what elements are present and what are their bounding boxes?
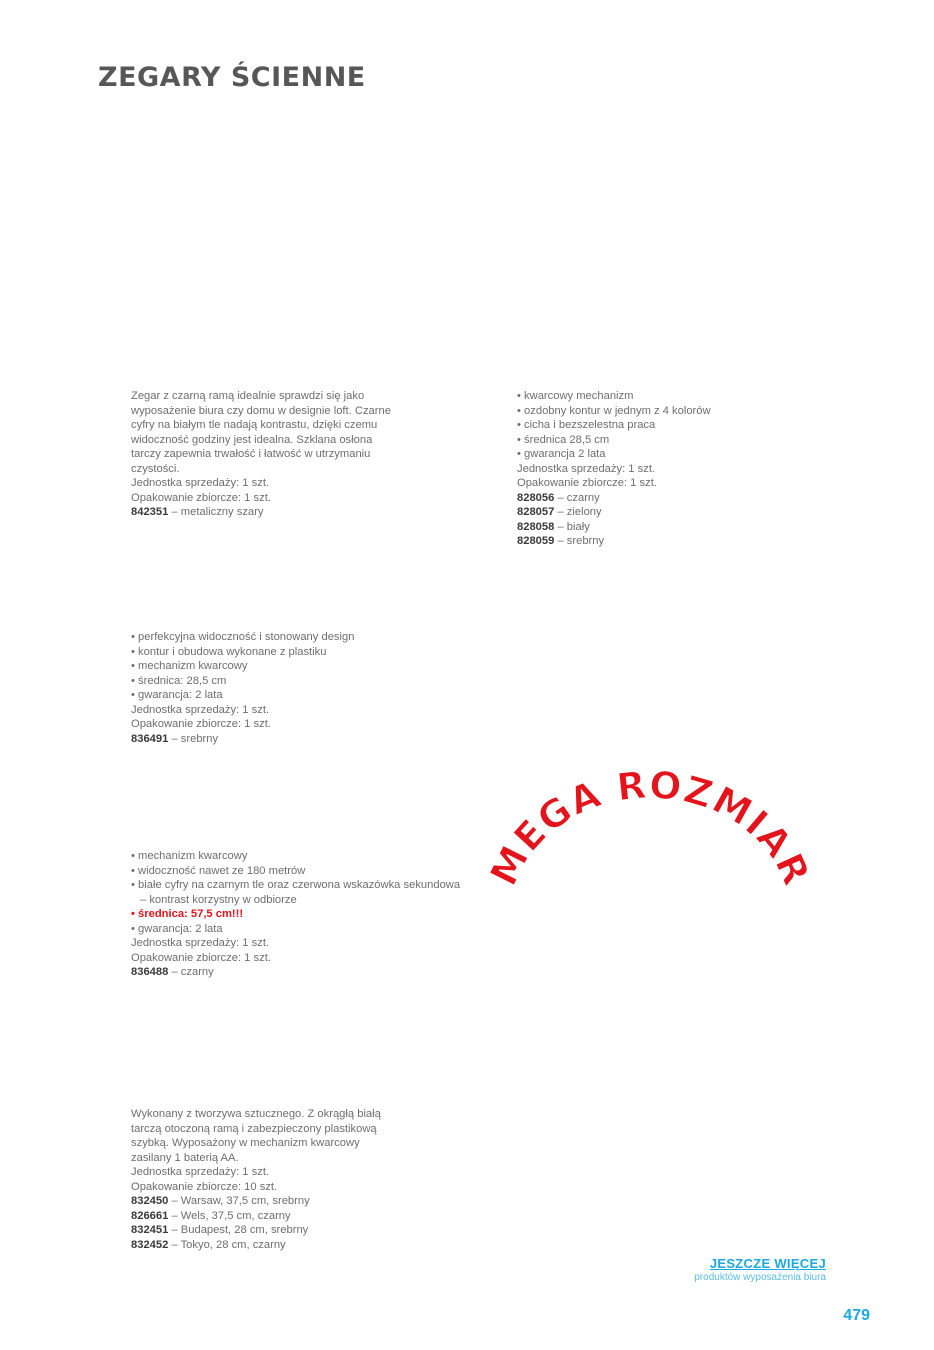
feature-bullet: • średnica 28,5 cm xyxy=(517,433,610,446)
page-number: 479 xyxy=(843,1307,870,1324)
sales-unit: Jednostka sprzedaży: 1 szt. xyxy=(131,937,270,949)
product-code-line xyxy=(517,505,711,520)
more-products-title[interactable]: JESZCZE WIĘCEJ xyxy=(709,1256,826,1271)
diameter-highlight: średnica: 57,5 cm!!! xyxy=(138,908,244,920)
feature-bullet: • widoczność nawet ze 180 metrów xyxy=(131,864,306,877)
mega-size-badge xyxy=(470,740,830,940)
text-line: cyfry na białym tle nadają kontrastu, dzięki czemu xyxy=(131,419,378,431)
product-code: 826661 xyxy=(131,1209,169,1222)
bulk-packaging: Opakowanie zbiorcze: 1 szt. xyxy=(131,951,271,964)
text-line: Wykonany z tworzywa sztucznego. Z okrągłą białą xyxy=(131,1108,381,1120)
product-variant: – czarny xyxy=(168,966,214,978)
product-description-832450 xyxy=(131,1107,381,1252)
product-variant: – Tokyo, 28 cm, czarny xyxy=(168,1238,286,1251)
text-line: Zegar z czarną ramą idealnie sprawdzi się jako xyxy=(131,390,365,402)
bulk-packaging: Opakowanie zbiorcze: 1 szt. xyxy=(131,491,271,504)
product-code-line xyxy=(131,1238,381,1253)
feature-bullet: • mechanizm kwarcowy xyxy=(131,850,248,862)
product-code: 832450 xyxy=(131,1195,169,1207)
feature-bullet: • ozdobny kontur w jednym z 4 kolorów xyxy=(517,404,711,417)
product-code-line xyxy=(131,732,354,747)
product-code-line xyxy=(131,505,391,520)
text-line: zasilany 1 baterią AA. xyxy=(131,1151,239,1164)
text-line: czystości. xyxy=(131,462,180,475)
mega-size-textpath: MEGA ROZMIAR xyxy=(481,762,819,893)
page-title: ZEGARY ŚCIENNE xyxy=(98,62,366,93)
sales-unit: Jednostka sprzedaży: 1 szt. xyxy=(131,703,270,716)
product-code: 842351 xyxy=(131,506,169,518)
bulk-packaging: Opakowanie zbiorcze: 1 szt. xyxy=(131,718,271,730)
product-description-842351 xyxy=(131,389,391,520)
mega-size-text xyxy=(481,763,818,893)
sales-unit: Jednostka sprzedaży: 1 szt. xyxy=(517,462,656,475)
sales-unit: Jednostka sprzedaży: 1 szt. xyxy=(131,1166,270,1178)
product-code-line xyxy=(131,965,460,980)
product-variant: – srebrny xyxy=(168,732,219,745)
feature-bullet: • gwarancja: 2 lata xyxy=(131,922,223,935)
product-code: 828056 xyxy=(517,491,555,504)
text-line: szybką. Wyposażony w mechanizm kwarcowy xyxy=(131,1137,360,1149)
feature-bullet: • mechanizm kwarcowy xyxy=(131,660,248,672)
product-code-line xyxy=(517,520,711,535)
feature-bullet: • gwarancja: 2 lata xyxy=(131,689,223,701)
product-description-836488 xyxy=(131,849,460,980)
product-variant: – Warsaw, 37,5 cm, srebrny xyxy=(168,1195,310,1207)
product-code-line xyxy=(131,1194,381,1209)
feature-bullet: • białe cyfry na czarnym tle oraz czerwona wskazówka sekundowa xyxy=(131,879,461,891)
sales-unit: Jednostka sprzedaży: 1 szt. xyxy=(131,477,270,489)
feature-bullet: • kontur i obudowa wykonane z plastiku xyxy=(131,645,327,658)
text-line: wyposażenie biura czy domu w designie loft. Czarne xyxy=(131,404,391,417)
more-products-link[interactable] xyxy=(694,1256,826,1283)
product-variant: – zielony xyxy=(554,506,602,518)
product-code: 828059 xyxy=(517,535,555,547)
feature-bullet: • gwarancja 2 lata xyxy=(517,448,606,460)
product-code-line xyxy=(517,534,711,549)
product-code: 836488 xyxy=(131,966,169,978)
feature-bullet-continuation: – kontrast korzystny w odbiorze xyxy=(140,893,297,906)
product-code-line xyxy=(131,1209,381,1224)
feature-bullet: • perfekcyjna widoczność i stonowany design xyxy=(131,631,355,643)
feature-bullet: • cicha i bezszelestna praca xyxy=(517,419,656,431)
text-line: widoczność godziny jest idealna. Szklana osłona xyxy=(131,433,373,446)
highlight-bullet: • xyxy=(131,908,139,920)
feature-bullet: • średnica: 28,5 cm xyxy=(131,674,227,687)
product-code-line xyxy=(517,491,711,506)
product-variant: – Budapest, 28 cm, srebrny xyxy=(168,1224,309,1236)
text-line: tarczą otoczoną ramą i zabezpieczony plastikową xyxy=(131,1122,377,1135)
feature-bullet: • kwarcowy mechanizm xyxy=(517,390,634,402)
product-variant: – czarny xyxy=(554,491,600,504)
product-variant: – srebrny xyxy=(554,535,605,547)
bulk-packaging: Opakowanie zbiorcze: 1 szt. xyxy=(517,477,657,489)
product-description-828056 xyxy=(517,389,711,549)
text-line: tarczy zapewnia trwałość i łatwość w utrzymaniu xyxy=(131,448,371,460)
product-description-836491 xyxy=(131,630,354,746)
feature-bullet-highlight xyxy=(131,907,460,922)
product-code: 828058 xyxy=(517,520,555,533)
product-code: 836491 xyxy=(131,732,169,745)
product-code: 832452 xyxy=(131,1238,169,1251)
product-code-line xyxy=(131,1223,381,1238)
bulk-packaging: Opakowanie zbiorcze: 10 szt. xyxy=(131,1180,278,1193)
product-variant: – Wels, 37,5 cm, czarny xyxy=(168,1209,291,1222)
product-code: 832451 xyxy=(131,1224,169,1236)
more-products-subtitle[interactable]: produktów wyposażenia biura xyxy=(694,1272,826,1283)
product-variant: – metaliczny szary xyxy=(168,506,264,518)
product-code: 828057 xyxy=(517,506,555,518)
product-variant: – biały xyxy=(554,520,590,533)
